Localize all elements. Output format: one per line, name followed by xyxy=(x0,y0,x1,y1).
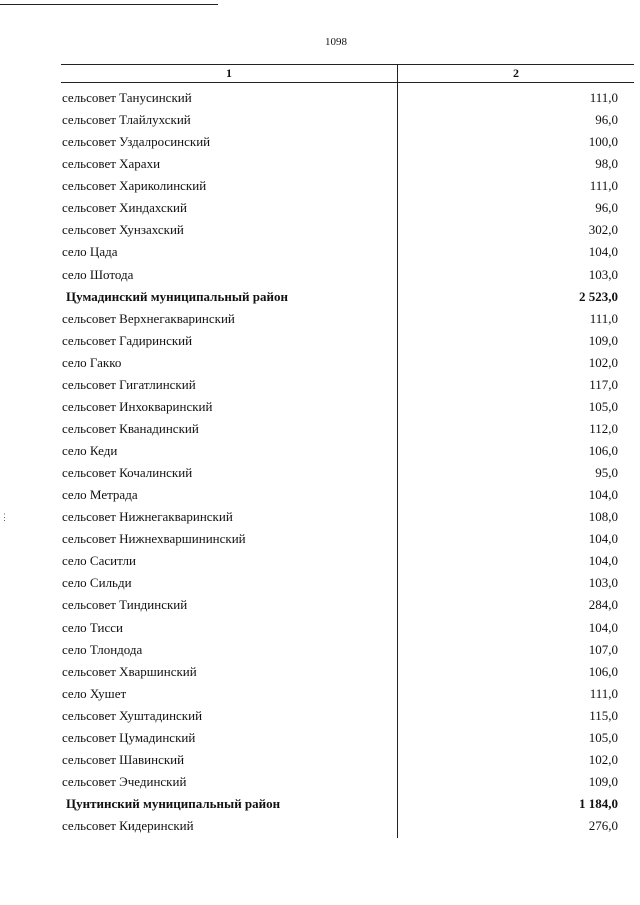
table-row xyxy=(61,374,634,396)
settlement-name: сельсовет Хуштадинский xyxy=(62,707,203,723)
settlement-value: 95,0 xyxy=(595,465,618,481)
table-row xyxy=(61,109,634,131)
settlement-name: село Хушет xyxy=(62,685,127,701)
table-row xyxy=(61,153,634,175)
settlement-value: 103,0 xyxy=(588,266,618,282)
settlement-value: 302,0 xyxy=(588,222,618,238)
settlement-value: 103,0 xyxy=(588,575,618,591)
settlement-name: село Метрада xyxy=(62,487,138,503)
settlement-name: сельсовет Инхокваринский xyxy=(62,398,213,414)
table-row xyxy=(61,639,634,661)
settlement-value: 102,0 xyxy=(588,751,618,767)
settlement-name: сельсовет Гигатлинский xyxy=(62,376,196,392)
district-total-row xyxy=(61,793,634,815)
settlement-name: сельсовет Харахи xyxy=(62,156,161,172)
settlement-name: сельсовет Кидеринский xyxy=(62,818,194,834)
settlement-value: 106,0 xyxy=(588,443,618,458)
settlement-value: 111,0 xyxy=(589,685,618,701)
settlement-value: 108,0 xyxy=(588,509,618,525)
settlement-value: 284,0 xyxy=(588,597,618,613)
column-header-1: 1 xyxy=(226,66,232,80)
table-row xyxy=(61,197,634,219)
settlement-name: сельсовет Уздалросинский xyxy=(62,134,211,150)
district-name: Цунтинский муниципальный район xyxy=(66,796,281,811)
settlement-value: 117,0 xyxy=(589,376,618,392)
table-row xyxy=(61,330,634,352)
table-row xyxy=(61,506,634,528)
district-total-value: 1 184,0 xyxy=(579,796,618,811)
settlement-name: село Сильди xyxy=(62,575,132,591)
settlement-value: 104,0 xyxy=(588,531,618,547)
settlement-name: сельсовет Тиндинский xyxy=(62,597,188,613)
settlement-name: сельсовет Хариколинский xyxy=(62,178,207,194)
settlement-value: 109,0 xyxy=(588,332,618,348)
table-body xyxy=(61,87,634,837)
settlement-value: 111,0 xyxy=(589,90,618,105)
settlement-name: село Шотода xyxy=(62,266,134,282)
top-rule xyxy=(0,4,218,5)
settlement-name: сельсовет Хваршинский xyxy=(62,663,197,679)
table-row xyxy=(61,661,634,683)
column-header-2: 2 xyxy=(513,66,519,80)
table-header-row xyxy=(61,64,634,83)
settlement-value: 98,0 xyxy=(595,156,618,172)
district-total-row xyxy=(61,286,634,308)
settlement-name: сельсовет Нижнехваршининский xyxy=(62,531,246,547)
settlement-value: 100,0 xyxy=(588,134,618,150)
table-row xyxy=(61,727,634,749)
table-row xyxy=(61,352,634,374)
table-row xyxy=(61,528,634,550)
settlement-value: 104,0 xyxy=(588,619,618,635)
table-row xyxy=(61,308,634,330)
settlement-name: село Тисси xyxy=(62,619,124,635)
settlement-name: сельсовет Кочалинский xyxy=(62,465,193,481)
settlement-name: сельсовет Цумадинский xyxy=(62,729,196,745)
table-row xyxy=(61,815,634,837)
table-row xyxy=(61,572,634,594)
settlement-name: сельсовет Хунзахский xyxy=(62,222,184,238)
settlement-name: село Гакко xyxy=(62,354,122,370)
table-row xyxy=(61,594,634,616)
table-row xyxy=(61,418,634,440)
settlement-name: сельсовет Хиндахский xyxy=(62,200,187,216)
table-row xyxy=(61,705,634,727)
table-row xyxy=(61,264,634,286)
settlement-value: 104,0 xyxy=(588,487,618,503)
data-table xyxy=(61,64,634,83)
settlement-name: сельсовет Танусинский xyxy=(62,90,192,105)
settlement-value: 112,0 xyxy=(589,420,618,436)
settlement-name: сельсовет Верхнегакваринский xyxy=(62,310,235,326)
table-row xyxy=(61,617,634,639)
settlement-value: 111,0 xyxy=(589,178,618,194)
settlement-value: 105,0 xyxy=(588,398,618,414)
settlement-value: 96,0 xyxy=(595,112,618,128)
table-row xyxy=(61,241,634,263)
table-row xyxy=(61,175,634,197)
settlement-name: село Тлондода xyxy=(62,641,143,657)
table-row xyxy=(61,462,634,484)
settlement-name: сельсовет Тлайлухский xyxy=(62,112,191,128)
district-name: Цумадинский муниципальный район xyxy=(66,288,288,304)
settlement-value: 105,0 xyxy=(588,729,618,745)
settlement-name: село Саситли xyxy=(62,553,136,569)
district-total-value: 2 523,0 xyxy=(579,288,618,304)
page-number: 1098 xyxy=(325,36,347,48)
settlement-value: 276,0 xyxy=(588,818,618,834)
table-row xyxy=(61,749,634,771)
table-row xyxy=(61,396,634,418)
table-row xyxy=(61,219,634,241)
settlement-name: сельсовет Эчединский xyxy=(62,773,187,789)
settlement-value: 104,0 xyxy=(588,553,618,569)
settlement-value: 115,0 xyxy=(589,707,618,723)
table-row xyxy=(61,87,634,109)
settlement-name: сельсовет Нижнегакваринский xyxy=(62,509,233,525)
table-row xyxy=(61,683,634,705)
settlement-value: 111,0 xyxy=(589,310,618,326)
settlement-value: 96,0 xyxy=(595,200,618,216)
table-row xyxy=(61,550,634,572)
table-row xyxy=(61,484,634,506)
settlement-value: 104,0 xyxy=(588,244,618,260)
settlement-value: 107,0 xyxy=(588,641,618,657)
settlement-name: село Цада xyxy=(62,244,118,260)
settlement-name: сельсовет Шавинский xyxy=(62,751,185,767)
settlement-name: сельсовет Кванадинский xyxy=(62,420,199,436)
table-row xyxy=(61,131,634,153)
settlement-name: село Кеди xyxy=(62,443,118,458)
settlement-value: 109,0 xyxy=(588,773,618,789)
table-row xyxy=(61,771,634,793)
settlement-name: сельсовет Гадиринский xyxy=(62,332,193,348)
settlement-value: 102,0 xyxy=(588,354,618,370)
settlement-value: 106,0 xyxy=(588,663,618,679)
table-row xyxy=(61,440,634,462)
edge-mark: ⋮ xyxy=(0,512,9,522)
